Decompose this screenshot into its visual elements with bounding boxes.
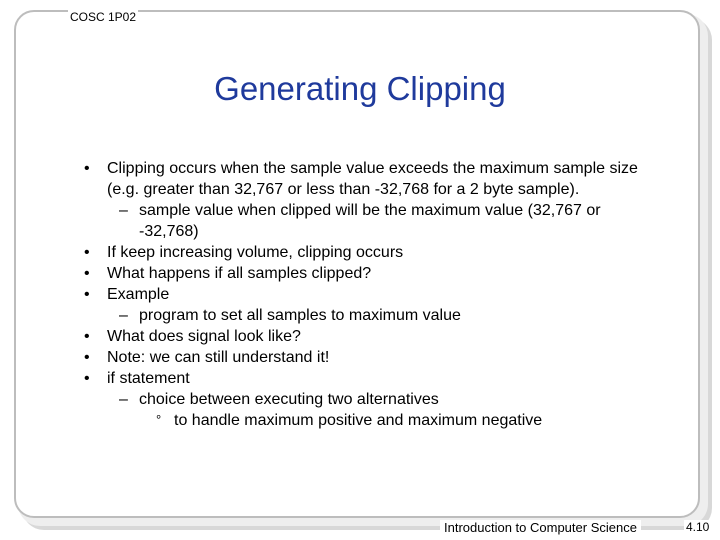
dash-marker: – [119,307,128,324]
sub-bullet-item [84,389,654,410]
sub-bullet-text: program to set all samples to maximum value [139,307,461,324]
sub-bullet-text: choice between executing two alternatives [139,391,439,408]
bullet-text: What does signal look like? [107,328,301,345]
bullet-marker: • [84,265,90,282]
sub-bullet-item [84,200,654,242]
sub-bullet-text: sample value when clipped will be the maximum value (32,767 or -32,768) [139,202,601,240]
bullet-item [84,326,654,347]
dash-marker: – [119,391,128,408]
slide-title: Generating Clipping [214,70,506,107]
sub-sub-bullet-item [84,410,654,431]
bullet-marker: • [84,286,90,303]
bullet-item [84,263,654,284]
bullet-item [84,368,654,389]
bullet-marker: • [84,370,90,387]
bullet-item [84,242,654,263]
bullet-marker: • [84,244,90,261]
page-number: 4.10 [686,520,710,534]
bullet-item [84,158,654,200]
bullet-text: Note: we can still understand it! [107,349,330,366]
bullet-marker: • [84,349,90,366]
bullet-text: Clipping occurs when the sample value exceeds the maximum sample size (e.g. greater than 32,767 or less than -32,768 for a 2 byte sample). [107,160,638,198]
footer-course-title: Introduction to Computer Science [440,520,641,535]
bullet-item [84,284,654,305]
bullet-text: if statement [107,370,190,387]
sub-sub-bullet-text: to handle maximum positive and maximum negative [174,412,543,429]
dash-marker: – [119,202,128,219]
bullet-list [84,158,654,431]
bullet-text: What happens if all samples clipped? [107,265,372,282]
bullet-text: Example [107,286,170,303]
course-code: COSC 1P02 [70,10,137,24]
bullet-text: If keep increasing volume, clipping occurs [107,244,404,261]
bullet-marker: • [84,160,90,177]
bullet-marker: • [84,328,90,345]
degree-marker: ° [156,412,162,427]
sub-bullet-item [84,305,654,326]
bullet-item [84,347,654,368]
